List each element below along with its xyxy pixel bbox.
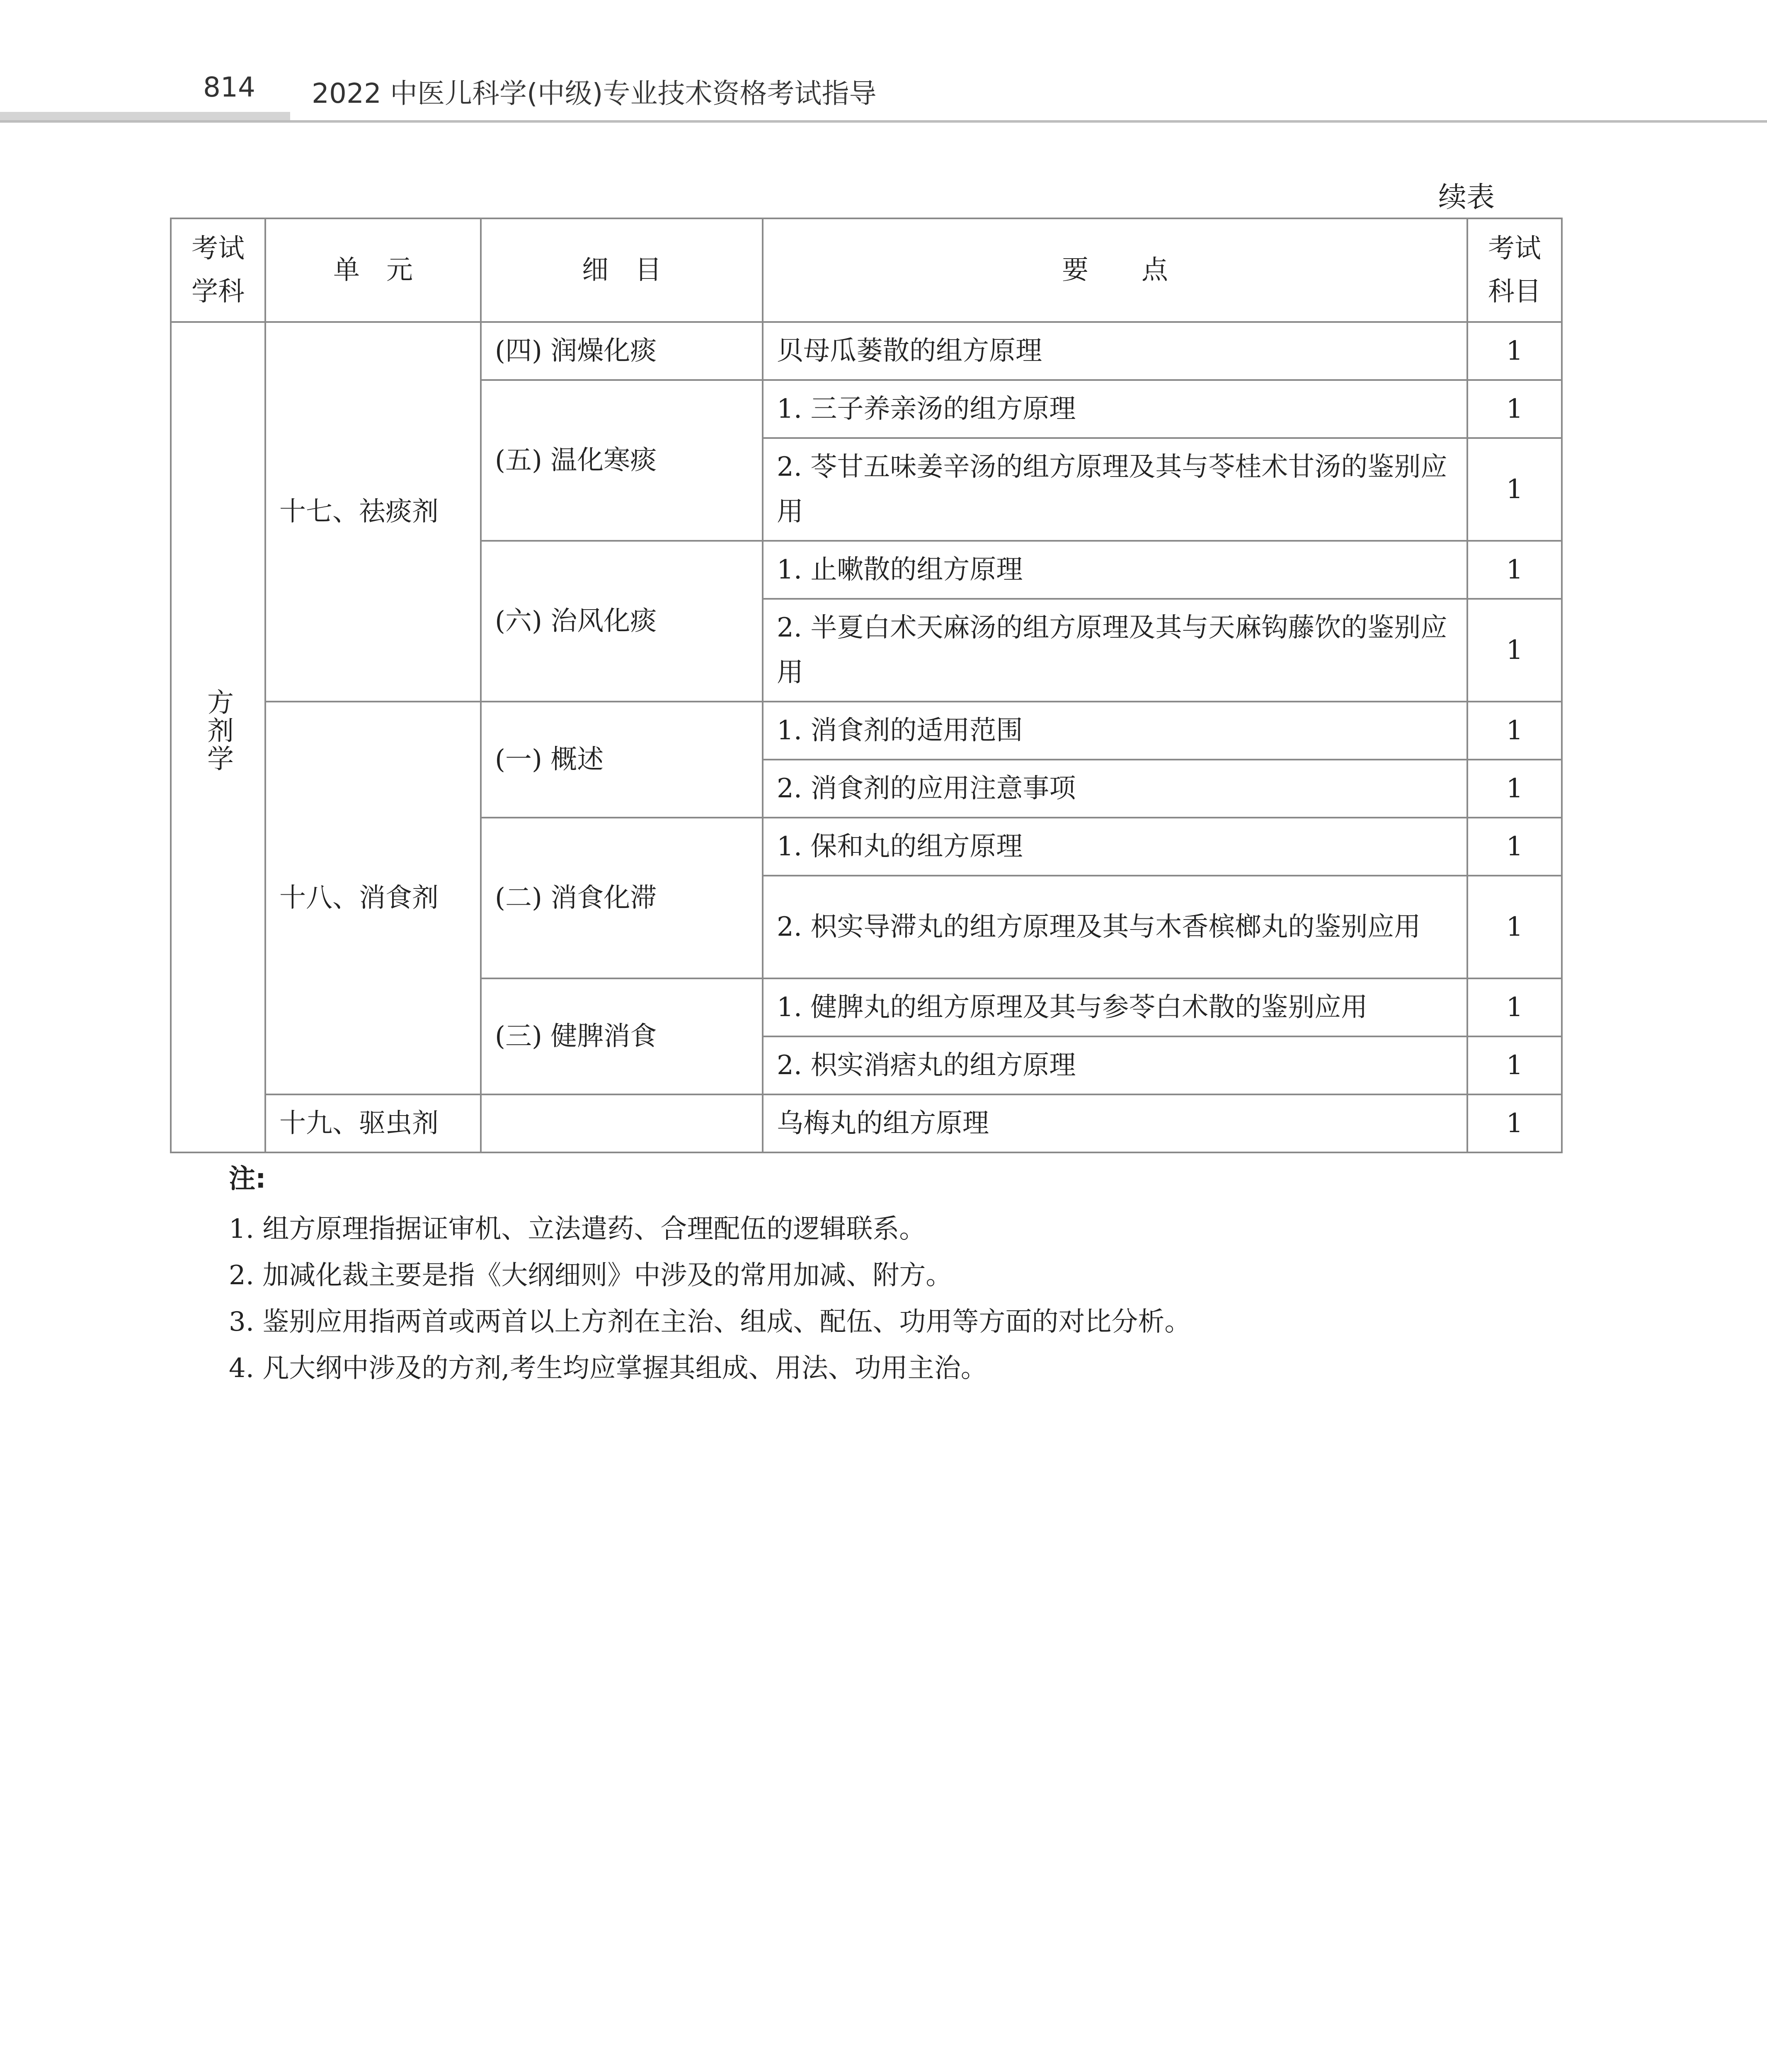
unit-cell: 十九、驱虫剂 (265, 1094, 481, 1152)
col-header-subject: 考试 学科 (171, 218, 265, 322)
point-cell: 2. 枳实消痞丸的组方原理 (763, 1036, 1467, 1094)
page-number: 814 (203, 71, 255, 103)
notes-title: 注: (229, 1164, 266, 1194)
point-cell: 贝母瓜蒌散的组方原理 (763, 322, 1467, 380)
table-row (171, 1094, 1562, 1152)
item-cell: (五) 温化寒痰 (481, 380, 763, 541)
table-row (171, 702, 1562, 760)
item-cell: (六) 治风化痰 (481, 541, 763, 702)
header-accent-bar (0, 112, 290, 121)
point-cell: 1. 健脾丸的组方原理及其与参苓白术散的鉴别应用 (763, 978, 1467, 1036)
syllabus-table (170, 218, 1563, 1153)
header-rule (0, 120, 1767, 123)
unit-cell: 十七、祛痰剂 (265, 322, 481, 702)
point-cell: 2. 半夏白术天麻汤的组方原理及其与天麻钩藤饮的鉴别应用 (763, 599, 1467, 702)
note-item: 3. 鉴别应用指两首或两首以上方剂在主治、组成、配伍、功用等方面的对比分析。 (229, 1307, 1191, 1337)
subject-label: 方剂学 (203, 688, 233, 773)
point-cell: 1. 保和丸的组方原理 (763, 818, 1467, 876)
notes-section (229, 1156, 1555, 1392)
item-cell (481, 1094, 763, 1152)
count-cell: 1 (1467, 541, 1562, 599)
col-header-points: 要 点 (763, 218, 1467, 322)
subject-cell (171, 322, 265, 1152)
point-cell: 1. 消食剂的适用范围 (763, 702, 1467, 760)
item-cell: (一) 概述 (481, 702, 763, 818)
col-header-unit: 单 元 (265, 218, 481, 322)
col-header-item: 细 目 (481, 218, 763, 322)
count-cell: 1 (1467, 818, 1562, 876)
count-cell: 1 (1467, 876, 1562, 978)
count-cell: 1 (1467, 380, 1562, 438)
count-cell: 1 (1467, 438, 1562, 541)
count-cell: 1 (1467, 1036, 1562, 1094)
point-cell: 2. 枳实导滞丸的组方原理及其与木香槟榔丸的鉴别应用 (763, 876, 1467, 978)
point-cell: 1. 止嗽散的组方原理 (763, 541, 1467, 599)
point-cell: 2. 消食剂的应用注意事项 (763, 760, 1467, 818)
count-cell: 1 (1467, 978, 1562, 1036)
continued-table-label: 续表 (1438, 181, 1495, 214)
point-cell: 乌梅丸的组方原理 (763, 1094, 1467, 1152)
col-header-exam-count: 考试 科目 (1467, 218, 1562, 322)
item-cell: (二) 消食化滞 (481, 818, 763, 978)
item-cell: (三) 健脾消食 (481, 978, 763, 1094)
count-cell: 1 (1467, 702, 1562, 760)
count-cell: 1 (1467, 599, 1562, 702)
point-cell: 1. 三子养亲汤的组方原理 (763, 380, 1467, 438)
point-cell: 2. 苓甘五味姜辛汤的组方原理及其与苓桂术甘汤的鉴别应用 (763, 438, 1467, 541)
table-header-row (171, 218, 1562, 322)
note-item: 4. 凡大纲中涉及的方剂,考生均应掌握其组成、用法、功用主治。 (229, 1353, 987, 1384)
count-cell: 1 (1467, 760, 1562, 818)
running-title: 2022 中医儿科学(中级)专业技术资格考试指导 (312, 77, 877, 109)
count-cell: 1 (1467, 322, 1562, 380)
item-cell: (四) 润燥化痰 (481, 322, 763, 380)
note-item: 1. 组方原理指据证审机、立法遣药、合理配伍的逻辑联系。 (229, 1214, 926, 1244)
table-row (171, 322, 1562, 380)
note-item: 2. 加减化裁主要是指《大纲细则》中涉及的常用加减、附方。 (229, 1260, 953, 1291)
unit-cell: 十八、消食剂 (265, 702, 481, 1094)
count-cell: 1 (1467, 1094, 1562, 1152)
